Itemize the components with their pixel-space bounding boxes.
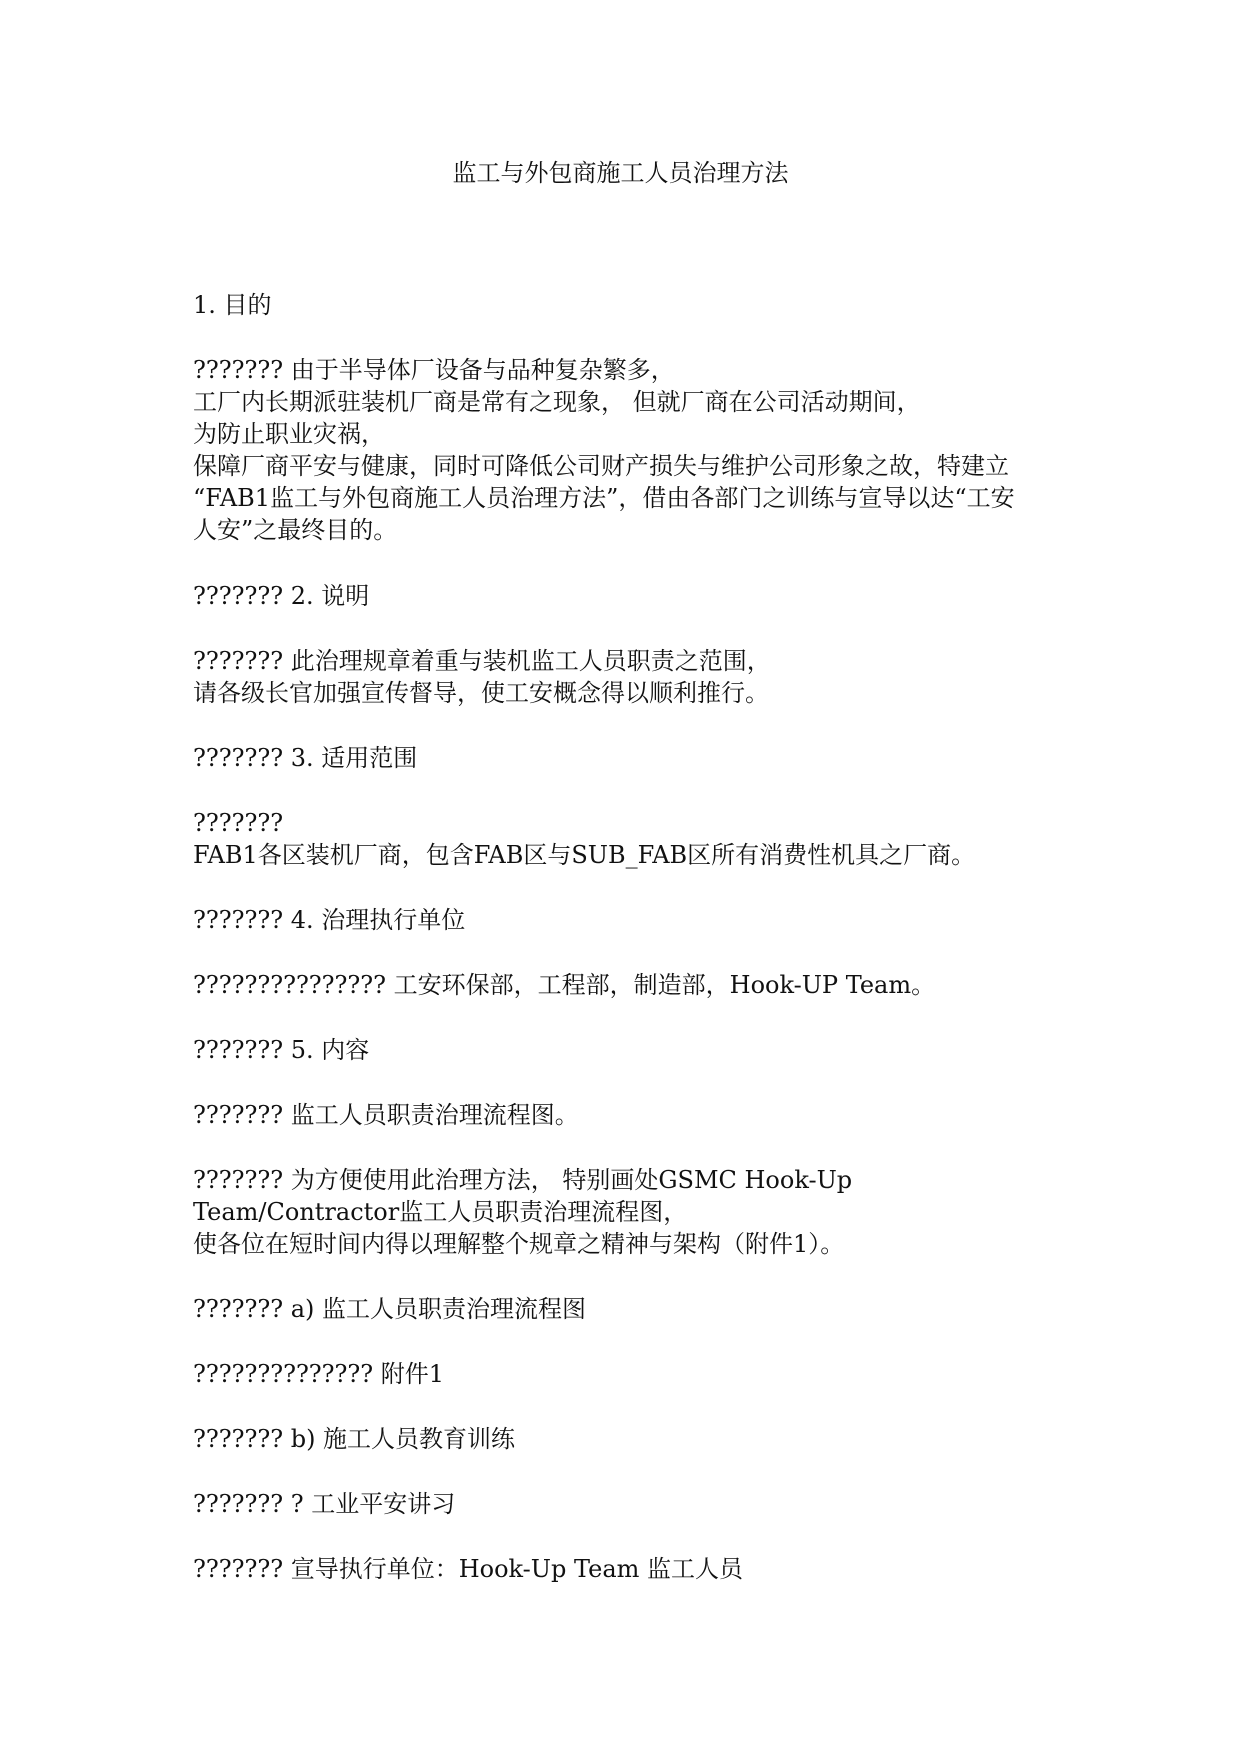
section-heading-scope: ??????? 3. 适用范围 (193, 744, 418, 772)
list-item: ??????? b) 施工人员教育训练 (193, 1425, 516, 1453)
section-heading-executing-units: ??????? 4. 治理执行单位 (193, 906, 466, 934)
paragraph-line: 使各位在短时间内得以理解整个规章之精神与架构（附件1）。 (193, 1230, 845, 1258)
list-item: ??????? ? 工业平安讲习 (193, 1490, 456, 1518)
section-heading-description: ??????? 2. 说明 (193, 582, 370, 610)
paragraph-line: ??????????????? 工安环保部，工程部，制造部，Hook-UP Team。 (193, 971, 936, 999)
section-heading-purpose: 1. 目的 (193, 291, 272, 319)
paragraph-line: ??????? 监工人员职责治理流程图。 (193, 1101, 579, 1129)
paragraph-line: ??????? 由于半导体厂设备与品种复杂繁多， (193, 356, 675, 384)
list-item: ?????????????? 附件1 (193, 1360, 445, 1388)
paragraph-line: ??????? 为方便使用此治理方法， 特别画处GSMC Hook-Up (193, 1166, 853, 1194)
paragraph-line: Team/Contractor监工人员职责治理流程图， (193, 1198, 688, 1226)
paragraph-line: ??????? (193, 809, 284, 837)
paragraph-line: 工厂内长期派驻装机厂商是常有之现象， 但就厂商在公司活动期间， (193, 388, 921, 416)
paragraph-line: 为防止职业灾祸， (193, 420, 385, 448)
list-item: ??????? a) 监工人员职责治理流程图 (193, 1295, 586, 1323)
paragraph-line: FAB1各区装机厂商，包含FAB区与SUB_FAB区所有消费性机具之厂商。 (193, 841, 976, 869)
section-heading-content: ??????? 5. 内容 (193, 1036, 370, 1064)
paragraph-line: “FAB1监工与外包商施工人员治理方法”，借由各部门之训练与宣导以达“工安 (193, 484, 1015, 512)
paragraph-line: ??????? 此治理规章着重与装机监工人员职责之范围， (193, 647, 771, 675)
paragraph-line: 请各级长官加强宣传督导，使工安概念得以顺利推行。 (193, 679, 769, 707)
document-title: 监工与外包商施工人员治理方法 (452, 159, 789, 187)
list-item: ??????? 宣导执行单位：Hook-Up Team 监工人员 (193, 1555, 744, 1583)
paragraph-line: 保障厂商平安与健康，同时可降低公司财产损失与维护公司形象之故，特建立 (193, 452, 1009, 480)
paragraph-line: 人安”之最终目的。 (193, 516, 398, 544)
